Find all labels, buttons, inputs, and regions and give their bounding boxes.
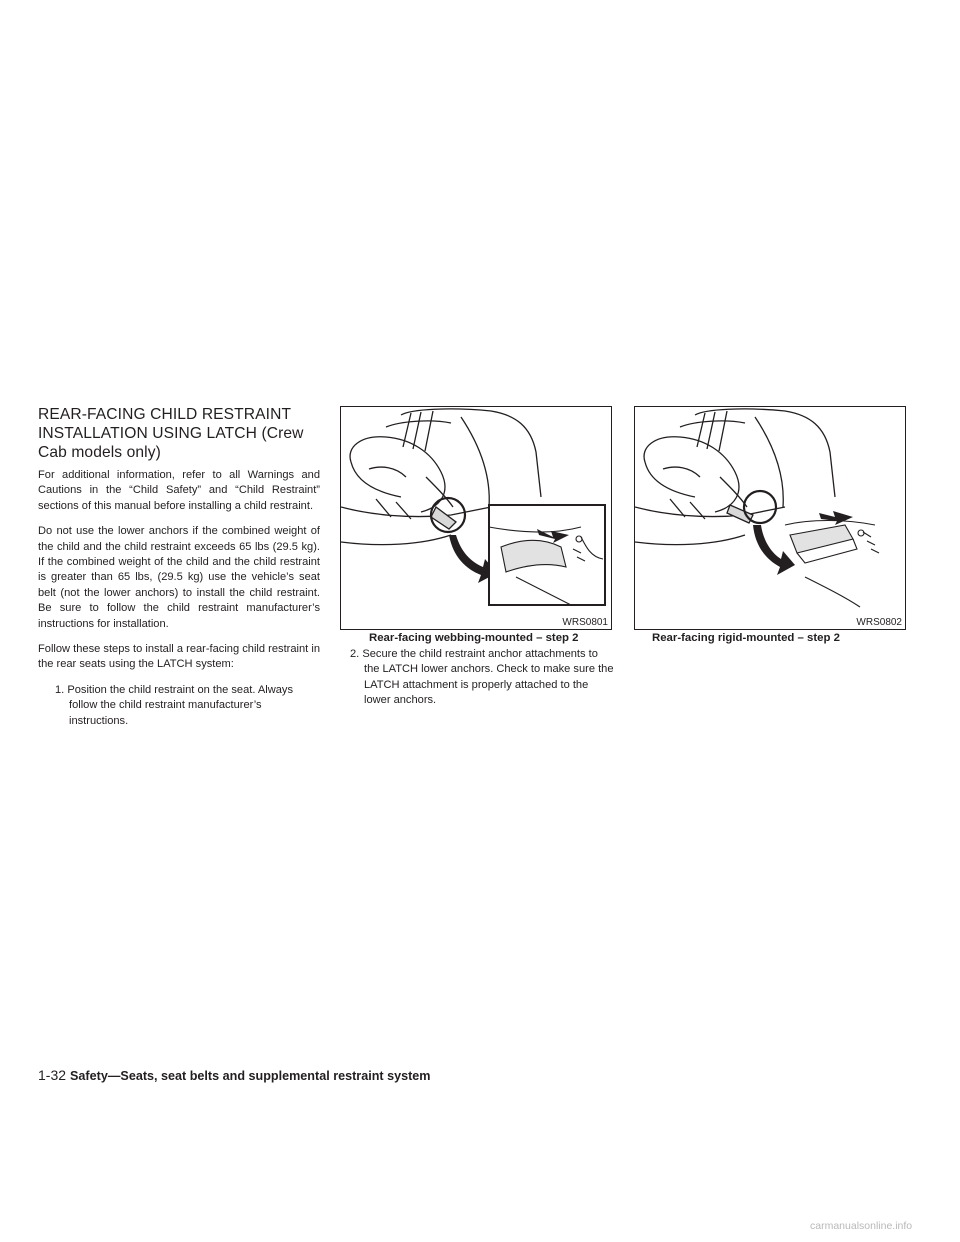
paragraph-weight-limit: Do not use the lower anchors if the combined weight of the child and the child restraint exceeds 65 lbs (29.5 kg). If the combined weight of the child and the child restraint is greater than 65 lbs, (29.5 kg) use the vehicle’s seat belt (not the lower anchors) to install the child restraint. Be sure to follow the child restraint manufacturer’s instructions for installation.	[38, 525, 320, 630]
figure-code-1: WRS0801	[562, 617, 608, 628]
step-2: 2. Secure the child restraint anchor attachments to the LATCH lower anchors. Check to make sure the LATCH attachment is properly attached to the lower anchors.	[350, 648, 614, 707]
figure-code-2: WRS0802	[856, 617, 902, 628]
section-title: Safety—Seats, seat belts and supplemental restraint system	[70, 1069, 431, 1083]
seat-illustration-2	[635, 407, 905, 629]
page-footer	[38, 1067, 431, 1083]
heading-line-2: INSTALLATION USING LATCH (Crew	[38, 425, 304, 442]
section-heading	[38, 405, 320, 462]
figure-webbing-mounted	[340, 406, 612, 630]
column-middle-text	[341, 647, 614, 715]
seat-illustration-1	[341, 407, 611, 629]
heading-line-1: REAR-FACING CHILD RESTRAINT	[38, 406, 292, 423]
figure-caption-2: Rear-facing rigid-mounted – step 2	[652, 632, 840, 644]
step-1: 1. Position the child restraint on the seat. Always follow the child restraint manufacturer’s instructions.	[55, 683, 294, 727]
figure-rigid-mounted	[634, 406, 906, 630]
heading-line-3: Cab models only)	[38, 444, 161, 461]
paragraph-warnings: For additional information, refer to all Warnings and Cautions in the “Child Safety” and “Child Restraint” sections of this manual before installing a child restraint.	[38, 469, 320, 512]
column-left	[38, 405, 320, 735]
watermark: carmanualsonline.info	[810, 1220, 913, 1232]
paragraph-steps-intro: Follow these steps to install a rear-facing child restraint in the rear seats using the LATCH system:	[38, 643, 320, 671]
page-number: 1-32	[38, 1067, 67, 1083]
figure-caption-1: Rear-facing webbing-mounted – step 2	[369, 632, 579, 644]
